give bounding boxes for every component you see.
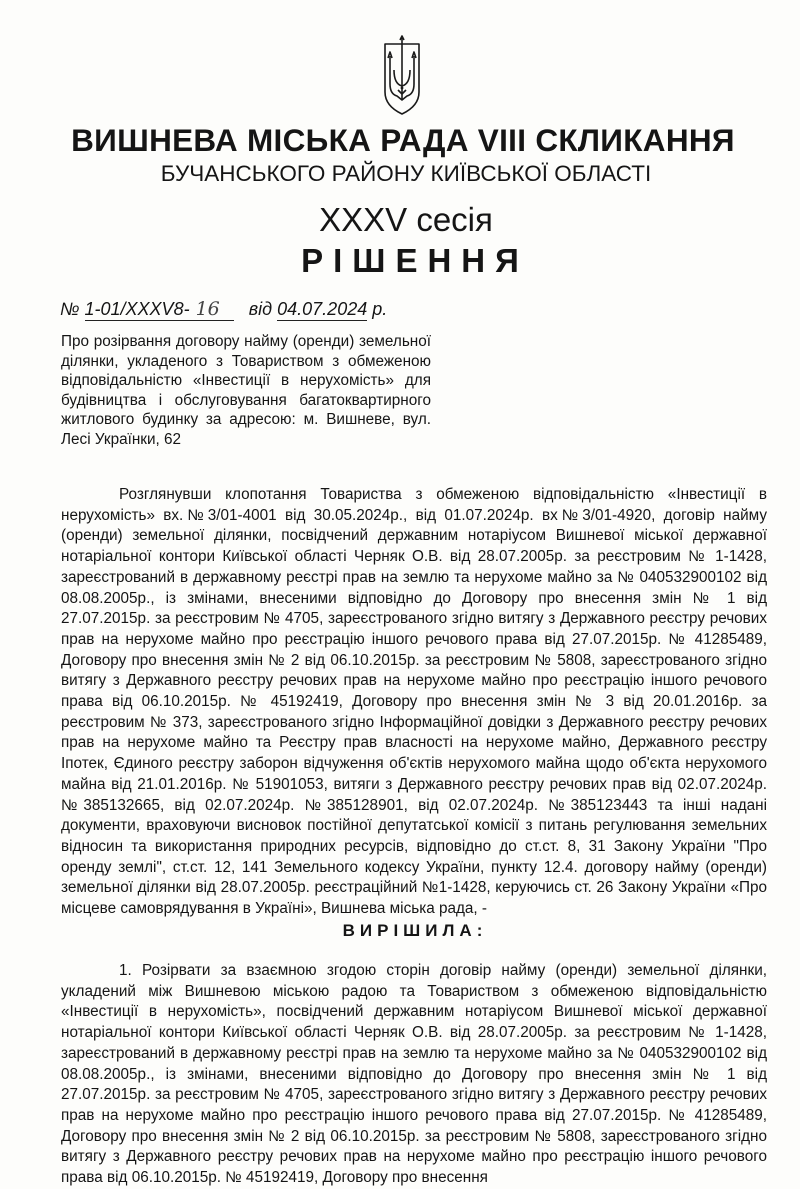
date-prefix: від — [248, 299, 273, 319]
council-name: ВИШНЕВА МІСЬКА РАДА VIII СКЛИКАННЯ — [71, 122, 735, 158]
decision-number-field — [85, 298, 234, 321]
preamble-paragraph: Розглянувши клопотання Товариства з обмеженою відповідальністю «Інвестиції в нерухомість» вх.№3/01-4001 від 30.05.2024р., від 01.07.2024р. вх№3/01-4920, договір найму (оренди) земельної ділянки, посвідчений державним нотаріусом Вишневої міської державної нотаріальної контори Київської області Черняк О.В. від 28.07.2005р. за реєстровим № 1-1428, зареєстрований в державному реєстрі прав на землю та нерухоме майно за № 040532900102 від 08.08.2005р., із змінами, внесеними відповідно до Договору про внесення змін № 1 від 27.07.2015р. за реєстровим № 4705, зареєстрованого згідно витягу з Державного реєстру речових прав на нерухоме майно про реєстрацію іншого речового права від 27.07.2015р. № 41285489, Договору про внесення змін № 2 від 06.10.2015р. за реєстровим № 5808, зареєстрованого згідно витягу з Державного реєстру речових прав на нерухоме майно про реєстрацію іншого речового права від 06.10.2015р. № 45192419, Договору про внесення змін № 3 від 20.01.2016р. за реєстровим № 373, зареєстрованого згідно Інформаційної довідки з Державного реєстру речових прав на нерухоме майно та Реєстру прав власності на нерухоме майно, Державного реєстру Іпотек, Єдиного реєстру заборон відчуження об'єктів нерухомого майна щодо об'єкта нерухомого майна від 21.01.2016р. № 51901053, витяги з Державного реєстру речових прав від 02.07.2024р. №385132665, від 02.07.2024р. №385128901, від 02.07.2024р. №385123443 та інші надані документи, враховуючи висновок постійної депутатської комісії з питань регулювання земельних відносин та використання природних ресурсів, відповідно до ст.ст. 8, 31 Закону України "Про оренду землі", ст.ст. 12, 141 Земельного кодексу України, пункту 12.4. договору найму (оренди) земельної ділянки від 28.07.2005р. реєстраційний №1-1428, керуючись ст. 26 Закону України «Про місцеве самоврядування в Україні», Вишнева міська рада, - — [61, 486, 767, 918]
preamble-section — [61, 485, 767, 920]
session-title: XXXV сесія — [319, 201, 493, 238]
decision-subject: Про розірвання договору найму (оренди) земельної ділянки, укладеного з Товариством з обмеженою відповідальністю «Інвестиції в нерухомість» для будівництва і обслуговування багатоквартирного житлового будинку за адресою: м. Вишневе, вул. Лесі Українки, 62 — [61, 333, 431, 448]
resolution-section — [61, 961, 767, 1189]
resolution-item: 1. Розірвати за взаємною згодою сторін договір найму (оренди) земельної ділянки, укладений між Вишневою міською радою та Товариством з обмеженою відповідальністю «Інвестиції в нерухомість», посвідчений державним нотаріусом Вишневої міської державної нотаріальної контори Київської області Черняк О.В. від 28.07.2005р. за реєстровим № 1-1428, зареєстрований в державному реєстрі прав на землю та нерухоме майно за № 040532900102 від 08.08.2005р., із змінами, внесеними відповідно до Договору про внесення змін № 1 від 27.07.2015р. за реєстровим № 4705, зареєстрованого згідно витягу з Державного реєстру речових прав на нерухоме майно про реєстрацію іншого речового права від 27.07.2015р. № 41285489, Договору про внесення змін № 2 від 06.10.2015р. за реєстровим № 5808, зареєстрованого згідно витягу з Державного реєстру речових прав на нерухоме майно про реєстрацію іншого речового права від 06.10.2015р. № 45192419, Договору про внесення — [61, 962, 767, 1187]
date-suffix: р. — [372, 299, 388, 319]
district-name: БУЧАНСЬКОГО РАЙОНУ КИЇВСЬКОЇ ОБЛАСТІ — [160, 161, 652, 186]
decision-date: 04.07.2024 — [277, 299, 368, 319]
number-prefix: № — [60, 299, 80, 319]
decision-number-line — [60, 296, 387, 322]
decision-number: 1-01/XXXV8- — [84, 299, 190, 319]
handwritten-number: 16 — [195, 298, 220, 320]
trident-emblem-icon — [383, 34, 421, 118]
document-type-title: РІШЕННЯ — [301, 242, 529, 279]
resolved-heading: ВИРІШИЛА: — [342, 921, 488, 940]
